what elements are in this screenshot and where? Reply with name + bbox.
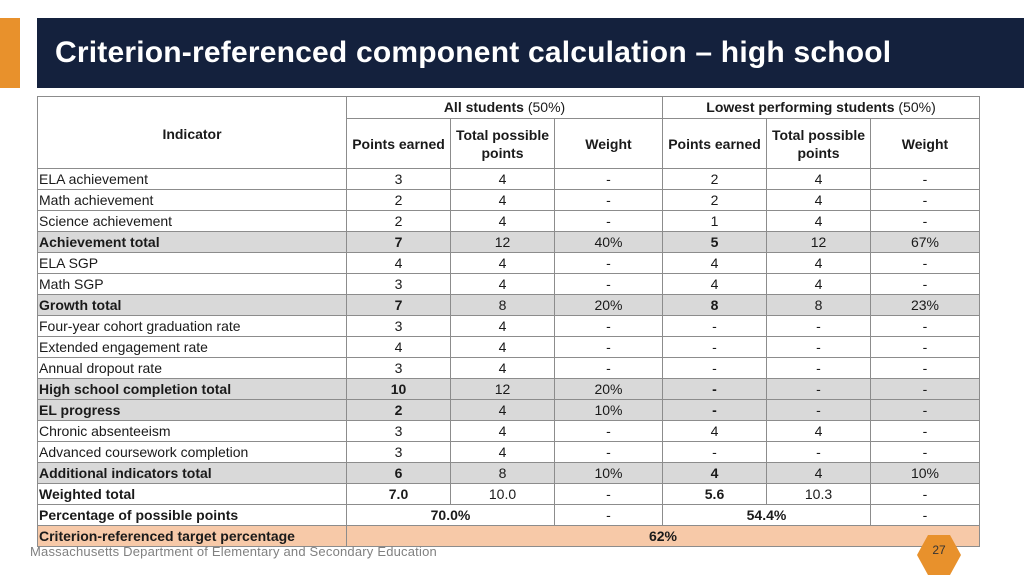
table-row	[38, 190, 980, 211]
row-label: Four-year cohort graduation rate	[38, 316, 347, 337]
cell-low-total: 4	[767, 253, 871, 274]
weight-header: Weight	[555, 119, 663, 169]
cell-low-points: -	[663, 358, 767, 379]
cell-all-total: 10.0	[451, 484, 555, 505]
cell-low-total: -	[767, 442, 871, 463]
cell-low-total: 4	[767, 274, 871, 295]
cell-low-total: 4	[767, 169, 871, 190]
cell-all-total: 4	[451, 169, 555, 190]
total-possible-header: Total possible points	[451, 119, 555, 169]
cell-all-weight: 20%	[555, 295, 663, 316]
cell-low-weight: -	[871, 169, 980, 190]
total-row	[38, 295, 980, 316]
cell-all-weight: -	[555, 211, 663, 232]
cell-all-weight: -	[555, 169, 663, 190]
cell-low-weight: -	[871, 484, 980, 505]
row-label: Growth total	[38, 295, 347, 316]
cell-all-points: 3	[347, 442, 451, 463]
cell-low-weight: -	[871, 274, 980, 295]
cell-all-points: 10	[347, 379, 451, 400]
cell-low-total: 10.3	[767, 484, 871, 505]
cell-low-weight: -	[871, 358, 980, 379]
page-number-badge	[917, 535, 961, 575]
cell-low-total: 4	[767, 190, 871, 211]
page-number: 27	[932, 543, 946, 557]
cell-all-points: 3	[347, 274, 451, 295]
cell-low-points: -	[663, 442, 767, 463]
row-label: Achievement total	[38, 232, 347, 253]
cell-all-total: 4	[451, 316, 555, 337]
cell-all-total: 4	[451, 421, 555, 442]
cell-all-total: 4	[451, 190, 555, 211]
cell-all-weight: -	[555, 484, 663, 505]
cell-all-weight: -	[555, 421, 663, 442]
row-label: EL progress	[38, 400, 347, 421]
cell-low-total: -	[767, 400, 871, 421]
cell-low-weight: -	[871, 505, 980, 526]
cell-all-total: 4	[451, 274, 555, 295]
cell-all-points: 7.0	[347, 484, 451, 505]
row-label: Criterion-referenced target percentage	[38, 526, 347, 547]
cell-all-total: 12	[451, 379, 555, 400]
cell-low-points: 5.6	[663, 484, 767, 505]
cell-all-total: 4	[451, 358, 555, 379]
cell-low-weight: -	[871, 211, 980, 232]
cell-all-percentage: 70.0%	[347, 505, 555, 526]
cell-low-total: -	[767, 316, 871, 337]
cell-all-total: 4	[451, 400, 555, 421]
cell-low-weight: -	[871, 379, 980, 400]
cell-low-total: 4	[767, 421, 871, 442]
row-label: Chronic absenteeism	[38, 421, 347, 442]
cell-all-points: 4	[347, 337, 451, 358]
cell-low-total: -	[767, 379, 871, 400]
cell-low-points: 4	[663, 463, 767, 484]
cell-low-weight: -	[871, 337, 980, 358]
row-label: Percentage of possible points	[38, 505, 347, 526]
cell-all-weight: -	[555, 316, 663, 337]
cell-low-total: -	[767, 337, 871, 358]
table-row	[38, 421, 980, 442]
cell-all-points: 3	[347, 316, 451, 337]
cell-low-weight: 23%	[871, 295, 980, 316]
cell-all-total: 12	[451, 232, 555, 253]
cell-all-points: 7	[347, 232, 451, 253]
cell-all-total: 8	[451, 295, 555, 316]
cell-all-points: 3	[347, 358, 451, 379]
table-row	[38, 169, 980, 190]
total-row	[38, 400, 980, 421]
row-label: Advanced coursework completion	[38, 442, 347, 463]
group-header-all-students: All students (50%)	[347, 97, 663, 119]
row-label: Math SGP	[38, 274, 347, 295]
cell-low-weight: 67%	[871, 232, 980, 253]
cell-low-weight: -	[871, 190, 980, 211]
cell-all-weight: -	[555, 253, 663, 274]
table-row	[38, 274, 980, 295]
table-row	[38, 253, 980, 274]
cell-low-total: -	[767, 358, 871, 379]
accent-bar	[0, 18, 20, 88]
slide-title: Criterion-referenced component calculation – high school	[55, 36, 892, 69]
cell-all-total: 4	[451, 211, 555, 232]
row-label: Extended engagement rate	[38, 337, 347, 358]
table-row	[38, 211, 980, 232]
cell-low-weight: -	[871, 253, 980, 274]
cell-low-weight: -	[871, 316, 980, 337]
cell-low-points: 5	[663, 232, 767, 253]
cell-all-weight: -	[555, 190, 663, 211]
cell-all-points: 7	[347, 295, 451, 316]
cell-low-points: 2	[663, 169, 767, 190]
cell-low-points: -	[663, 316, 767, 337]
cell-all-weight: -	[555, 442, 663, 463]
cell-all-points: 3	[347, 421, 451, 442]
cell-low-total: 4	[767, 463, 871, 484]
cell-all-points: 2	[347, 211, 451, 232]
table-row	[38, 337, 980, 358]
table-row	[38, 442, 980, 463]
row-label: ELA SGP	[38, 253, 347, 274]
total-row	[38, 379, 980, 400]
cell-all-weight: 40%	[555, 232, 663, 253]
cell-all-points: 4	[347, 253, 451, 274]
total-possible-header: Total possible points	[767, 119, 871, 169]
cell-low-points: 4	[663, 253, 767, 274]
cell-all-weight: 10%	[555, 400, 663, 421]
table-row	[38, 316, 980, 337]
row-label: High school completion total	[38, 379, 347, 400]
total-row	[38, 232, 980, 253]
cell-all-total: 4	[451, 442, 555, 463]
cell-all-weight: -	[555, 358, 663, 379]
cell-low-weight: -	[871, 442, 980, 463]
cell-all-points: 2	[347, 190, 451, 211]
cell-all-total: 4	[451, 253, 555, 274]
criterion-target-value: 62%	[347, 526, 980, 547]
cell-low-total: 12	[767, 232, 871, 253]
row-label: ELA achievement	[38, 169, 347, 190]
indicator-header: Indicator	[38, 97, 347, 169]
weighted-total-row	[38, 484, 980, 505]
total-row	[38, 463, 980, 484]
cell-low-points: 4	[663, 421, 767, 442]
cell-all-points: 6	[347, 463, 451, 484]
row-label: Additional indicators total	[38, 463, 347, 484]
cell-all-weight: 10%	[555, 463, 663, 484]
points-earned-header: Points earned	[663, 119, 767, 169]
group-header-lowest-performing: Lowest performing students (50%)	[663, 97, 980, 119]
cell-low-points: -	[663, 400, 767, 421]
cell-all-weight: -	[555, 274, 663, 295]
cell-low-percentage: 54.4%	[663, 505, 871, 526]
cell-all-weight: -	[555, 337, 663, 358]
row-label: Science achievement	[38, 211, 347, 232]
row-label: Math achievement	[38, 190, 347, 211]
cell-low-weight: 10%	[871, 463, 980, 484]
cell-low-points: 8	[663, 295, 767, 316]
cell-all-total: 8	[451, 463, 555, 484]
cell-low-total: 8	[767, 295, 871, 316]
weight-header: Weight	[871, 119, 980, 169]
cell-low-total: 4	[767, 211, 871, 232]
cell-low-weight: -	[871, 421, 980, 442]
row-label: Weighted total	[38, 484, 347, 505]
cell-low-points: 1	[663, 211, 767, 232]
table-row	[38, 358, 980, 379]
cell-low-weight: -	[871, 400, 980, 421]
cell-low-points: 2	[663, 190, 767, 211]
cell-all-points: 2	[347, 400, 451, 421]
cell-all-points: 3	[347, 169, 451, 190]
percentage-possible-row	[38, 505, 980, 526]
criterion-table	[37, 96, 980, 547]
cell-all-total: 4	[451, 337, 555, 358]
cell-low-points: -	[663, 379, 767, 400]
cell-low-points: -	[663, 337, 767, 358]
title-bar	[37, 18, 1024, 88]
cell-low-points: 4	[663, 274, 767, 295]
cell-all-weight: -	[555, 505, 663, 526]
row-label: Annual dropout rate	[38, 358, 347, 379]
points-earned-header: Points earned	[347, 119, 451, 169]
footer-organization: Massachusetts Department of Elementary and Secondary Education	[30, 544, 437, 559]
cell-all-weight: 20%	[555, 379, 663, 400]
